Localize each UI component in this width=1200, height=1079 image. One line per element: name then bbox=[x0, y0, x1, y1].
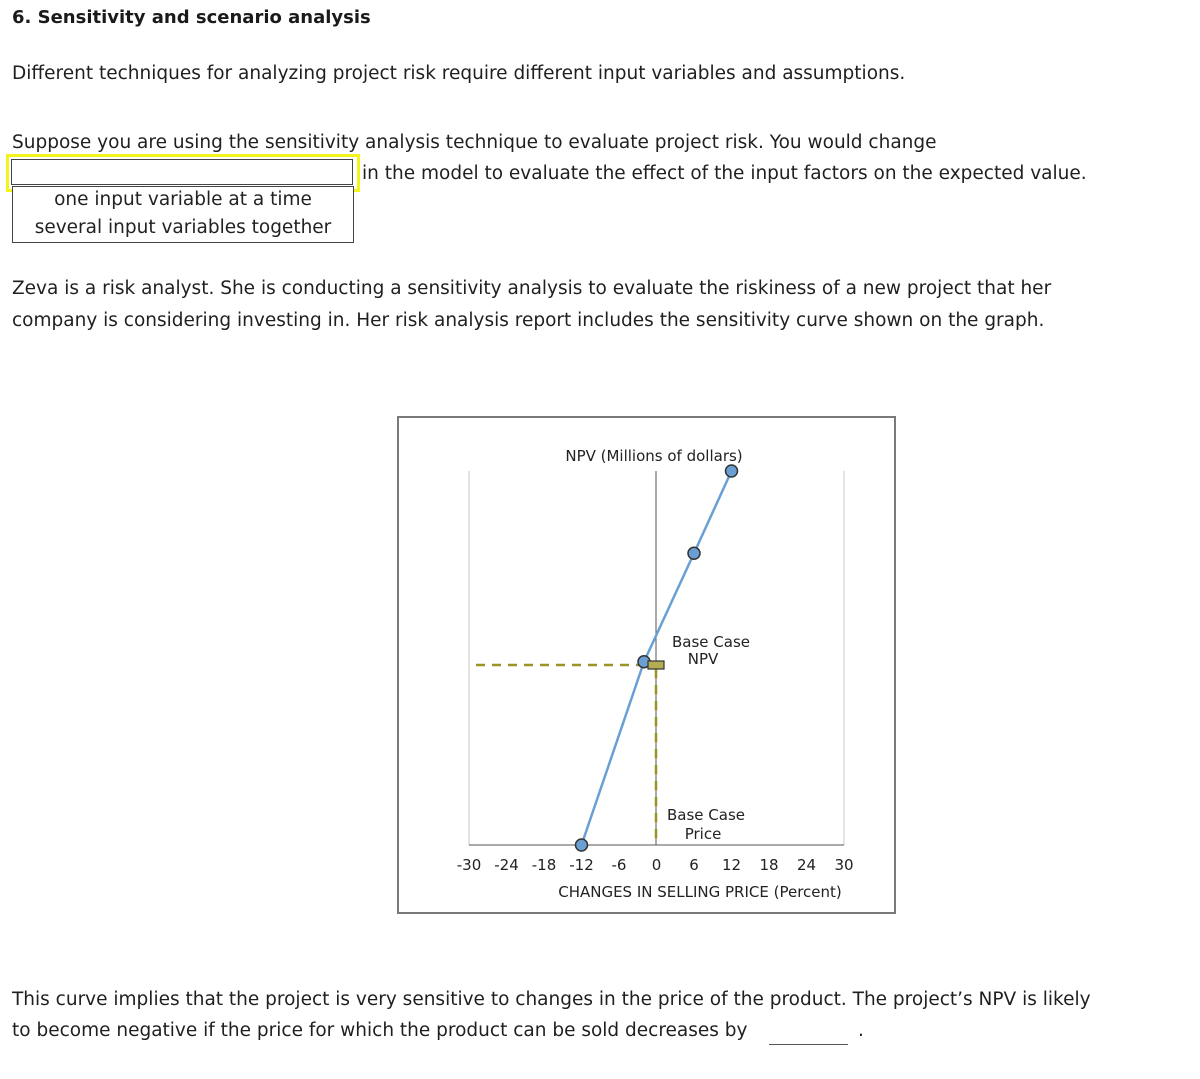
x-tick-label: -12 bbox=[569, 856, 594, 874]
question2-line2: to become negative if the price for which the product can be sold decreases by bbox=[12, 1020, 748, 1041]
question2-line1: This curve implies that the project is very sensitive to changes in the price of the product. The project’s NPV is likely bbox=[12, 989, 1091, 1010]
y-axis-label: NPV (Millions of dollars) bbox=[565, 447, 743, 465]
base-npv-label-line1: Base Case bbox=[671, 633, 751, 651]
x-tick-labels bbox=[457, 856, 854, 874]
scenario-line2: company is considering investing in. Her risk analysis report includes the sensitivity curve shown on the graph. bbox=[12, 310, 1045, 331]
dropdown-option-one-variable[interactable]: one input variable at a time bbox=[54, 189, 312, 210]
question1-line1: Suppose you are using the sensitivity analysis technique to evaluate project risk. You would change bbox=[12, 132, 937, 153]
x-tick-label: 0 bbox=[651, 856, 662, 874]
x-axis-label: CHANGES IN SELLING PRICE (Percent) bbox=[558, 883, 842, 901]
x-tick-label: -6 bbox=[611, 856, 627, 874]
answer-blank-field[interactable] bbox=[769, 1044, 848, 1045]
question1-line2: in the model to evaluate the effect of the input factors on the expected value. bbox=[362, 163, 1087, 184]
x-tick-label: -24 bbox=[494, 856, 519, 874]
data-point-marker[interactable] bbox=[688, 547, 700, 559]
x-tick-label: -18 bbox=[531, 856, 557, 874]
base-price-label-line2: Price bbox=[684, 825, 722, 843]
data-point-marker[interactable] bbox=[576, 839, 588, 851]
x-tick-label: -30 bbox=[456, 856, 482, 874]
dropdown-option-several-variables[interactable]: several input variables together bbox=[34, 217, 332, 238]
data-point-marker[interactable] bbox=[726, 465, 738, 477]
x-tick-label: 30 bbox=[834, 856, 854, 874]
x-tick-label: 12 bbox=[721, 856, 742, 874]
base-price-label-line1: Base Case bbox=[666, 806, 746, 824]
x-tick-label: 18 bbox=[759, 856, 779, 874]
section-heading: 6. Sensitivity and scenario analysis bbox=[12, 7, 371, 28]
question2-end-punct: . bbox=[858, 1020, 864, 1041]
x-tick-label: 24 bbox=[796, 856, 817, 874]
base-npv-label-line2: NPV bbox=[687, 650, 719, 668]
x-tick-label: 6 bbox=[689, 856, 699, 874]
base-case-marker[interactable] bbox=[648, 661, 664, 669]
scenario-line1: Zeva is a risk analyst. She is conducting a sensitivity analysis to evaluate the riskiness of a new project that her bbox=[12, 278, 1052, 299]
intro-text: Different techniques for analyzing project risk require different input variables and assumptions. bbox=[12, 63, 906, 84]
